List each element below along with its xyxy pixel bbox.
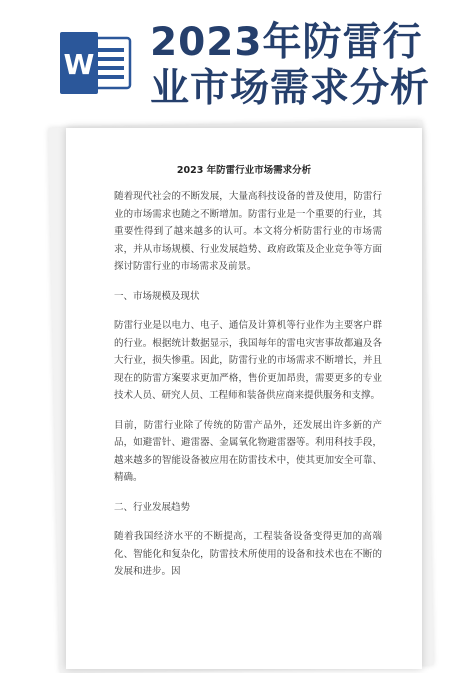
paragraph-products: 目前，防雷行业除了传统的防雷产品外，还发展出许多新的产品，如避雷针、避雷器、金属氧化物避雷器等。利用科技手段，越来越多的智能设备被应用在防雷技术中，使其更加安全可靠、精确。 (114, 419, 382, 483)
section-heading-2: 二、行业发展趋势 (114, 501, 191, 513)
paragraph-trends: 随着我国经济水平的不断提高，工程装备设备变得更加的高端化、智能化和复杂化，防雷技术所使用的设备和技术也在不断的发展和进步。因 (114, 531, 382, 577)
header-banner (0, 0, 474, 118)
document-body (114, 188, 382, 593)
logo-letter: W (63, 48, 95, 81)
section-heading-1: 一、市场规模及现状 (114, 290, 200, 302)
paragraph-intro: 随着现代社会的不断发展，大量高科技设备的普及使用，防雷行业的市场需求也随之不断增加。防雷行业是一个重要的行业，其重要性得到了越来越多的认可。本文将分析防雷行业的市场需求，并从市场规模、行业发展趋势、政府政策及企业竞争等方面探讨防雷行业的市场需求及前景。 (114, 191, 382, 272)
paragraph-market-scale: 防雷行业是以电力、电子、通信及计算机等行业作为主要客户群的行业。根据统计数据显示，我国每年的雷电灾害事故都遍及各大行业，损失惨重。因此，防雷行业的市场需求不断增长，并且现在的防雷方案要求更加严格，售价更加昂贵，需要更多的专业技术人员、研究人员、工程师和装备供应商来提供服务和支撑。 (114, 320, 382, 401)
word-doc-icon (58, 32, 132, 94)
title-line-1: 2023年防雷行 (150, 20, 423, 65)
title-line-2: 业市场需求分析 (150, 66, 431, 111)
document-title: 2023 年防雷行业市场需求分析 (176, 165, 312, 176)
document-page (66, 128, 422, 669)
page-title (150, 20, 460, 112)
